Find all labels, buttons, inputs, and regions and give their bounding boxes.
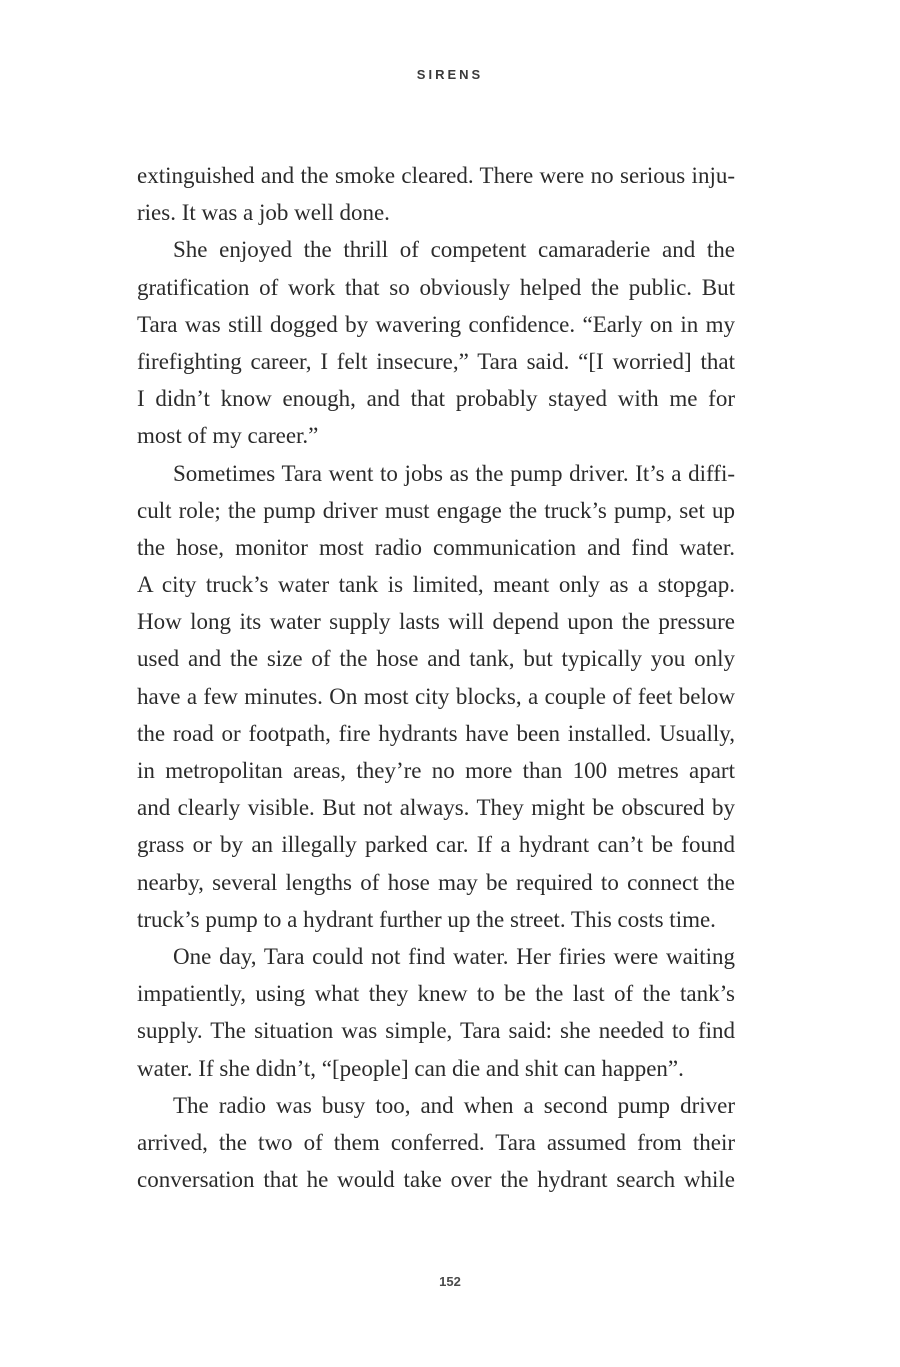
text-line: nearby, several lengths of hose may be required to connect the — [137, 869, 735, 895]
text-line: grass or by an illegally parked car. If a hydrant can’t be found — [137, 832, 735, 858]
body-text — [137, 157, 735, 1198]
text-line: firefighting career, I felt insecure,” Tara said. “[I worried] that — [137, 348, 735, 374]
text-line: supply. The situation was simple, Tara said: she needed to find — [137, 1018, 735, 1044]
text-line: water. If she didn’t, “[people] can die and shit can happen”. — [137, 1055, 684, 1081]
text-line: I didn’t know enough, and that probably stayed with me for — [137, 386, 735, 412]
text-line: How long its water supply lasts will depend upon the pressure — [137, 609, 735, 635]
text-line: The radio was busy too, and when a second pump driver — [173, 1092, 735, 1118]
text-line: the road or footpath, fire hydrants have been installed. Usually, — [137, 720, 735, 746]
text-line: used and the size of the hose and tank, but typically you only — [137, 646, 735, 672]
text-line: One day, Tara could not find water. Her firies were waiting — [173, 943, 735, 969]
text-line: gratification of work that so obviously helped the public. But — [137, 274, 735, 300]
text-line: arrived, the two of them conferred. Tara assumed from their — [137, 1129, 735, 1155]
text-line: She enjoyed the thrill of competent camaraderie and the — [173, 237, 735, 263]
text-line: A city truck’s water tank is limited, meant only as a stopgap. — [137, 572, 735, 598]
text-line: in metropolitan areas, they’re no more than 100 metres apart — [137, 758, 735, 783]
text-line: cult role; the pump driver must engage the truck’s pump, set up — [137, 497, 735, 523]
running-head: SIRENS — [416, 67, 484, 82]
text-line: Tara was still dogged by wavering confidence. “Early on in my — [137, 311, 735, 337]
text-line: impatiently, using what they knew to be the last of the tank’s — [137, 981, 735, 1007]
text-line: have a few minutes. On most city blocks, a couple of feet below — [137, 683, 735, 709]
text-line: and clearly visible. But not always. They might be obscured by — [137, 795, 735, 821]
text-line: Sometimes Tara went to jobs as the pump driver. It’s a diffi- — [173, 460, 735, 486]
text-line: extinguished and the smoke cleared. There were no serious inju- — [137, 163, 735, 188]
text-line: conversation that he would take over the hydrant search while — [137, 1167, 735, 1193]
text-line: truck’s pump to a hydrant further up the street. This costs time. — [137, 906, 716, 932]
text-line: ries. It was a job well done. — [137, 200, 390, 226]
text-line: most of my career.” — [137, 423, 319, 449]
text-line: the hose, monitor most radio communication and find water. — [137, 534, 735, 560]
page-number: 152 — [439, 1274, 461, 1289]
